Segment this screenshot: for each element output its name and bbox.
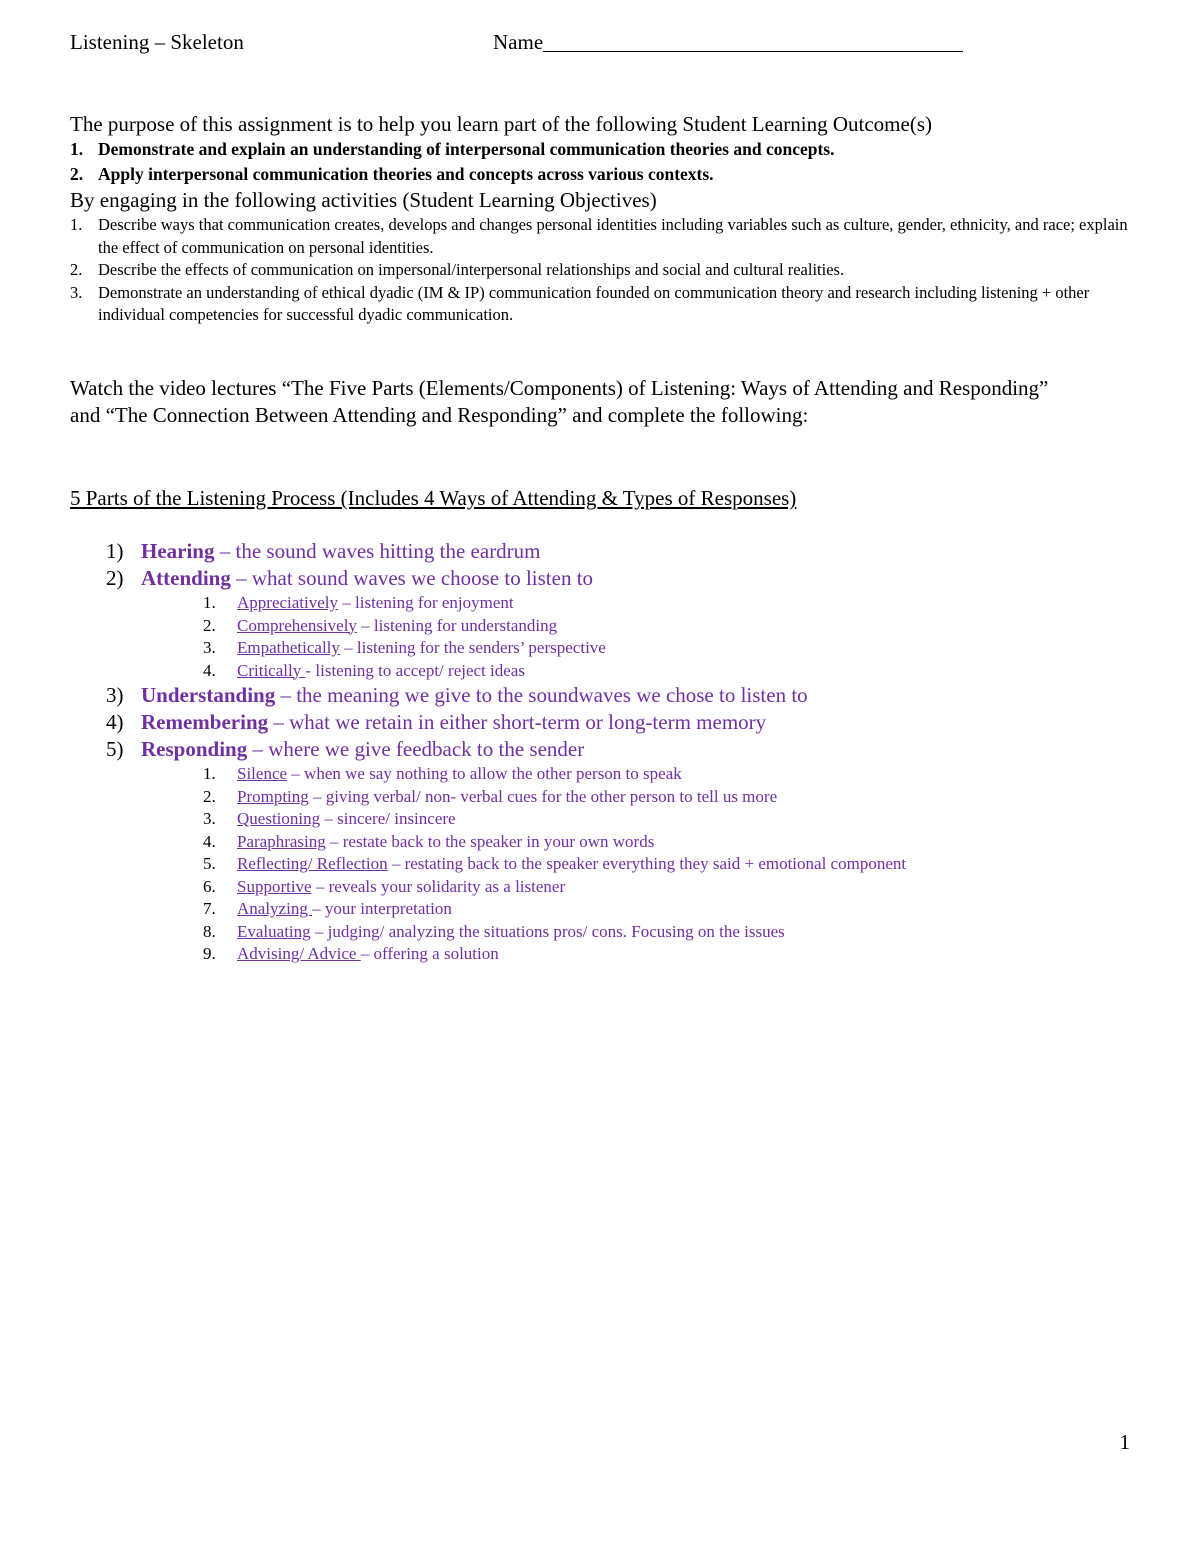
step-term: Understanding xyxy=(141,683,276,707)
sub-term: Appreciatively xyxy=(237,593,339,612)
sub-description: – offering a solution xyxy=(360,944,499,963)
sub-description: – reveals your solidarity as a listener xyxy=(311,876,566,896)
sub-number: 6. xyxy=(203,876,216,896)
sub-number: 7. xyxy=(203,899,216,918)
sub-description: – giving verbal/ non- verbal cues for the other person to tell us more xyxy=(308,786,778,806)
sub-description: – sincere/ insincere xyxy=(320,809,456,828)
name-label: Name xyxy=(493,30,544,54)
list-number: 1. xyxy=(70,215,83,234)
step-term: Hearing xyxy=(141,539,215,563)
sub-term: Reflecting/ Reflection xyxy=(237,854,388,873)
process-step-remembering xyxy=(70,709,1130,736)
list-text: Apply interpersonal communication theories and concepts across various contexts. xyxy=(98,164,714,184)
sub-number: 4. xyxy=(203,660,216,680)
sub-term: Supportive xyxy=(237,876,312,896)
step-term: Responding xyxy=(141,737,248,761)
sub-description: – restating back to the speaker everything they said + emotional component xyxy=(387,854,907,873)
step-description: – what we retain in either short-term or long-term memory xyxy=(268,710,767,734)
listening-process-list xyxy=(70,538,1130,966)
sub-number: 1. xyxy=(203,764,216,783)
response-type-item xyxy=(70,921,1130,944)
process-step-responding xyxy=(70,736,1130,763)
sub-term: Questioning xyxy=(237,809,321,828)
sub-number: 4. xyxy=(203,831,216,851)
list-item xyxy=(70,214,1130,259)
list-number: 1. xyxy=(70,139,84,159)
step-number: 1) xyxy=(106,539,124,563)
step-number: 2) xyxy=(106,566,124,590)
sub-description: – judging/ analyzing the situations pros/ cons. Focusing on the issues xyxy=(310,921,785,941)
list-number: 3. xyxy=(70,282,83,302)
sub-number: 2. xyxy=(203,786,216,806)
response-type-item xyxy=(70,786,1130,809)
list-number: 2. xyxy=(70,164,84,184)
process-step-understanding xyxy=(70,682,1130,709)
step-description: – the meaning we give to the soundwaves we chose to listen to xyxy=(275,683,808,707)
step-number: 3) xyxy=(106,683,124,707)
page-header xyxy=(70,30,1130,60)
name-blank-line xyxy=(543,31,963,52)
sub-number: 3. xyxy=(203,638,216,657)
sub-number: 2. xyxy=(203,615,216,635)
sub-description: - listening to accept/ reject ideas xyxy=(305,660,525,680)
sub-term: Critically xyxy=(237,660,306,680)
step-number: 4) xyxy=(106,710,124,734)
response-type-item xyxy=(70,831,1130,854)
learning-objectives-list xyxy=(70,214,1130,327)
document-title: Listening – Skeleton xyxy=(70,30,244,54)
sub-description: – restate back to the speaker in your own words xyxy=(325,831,655,851)
sub-term: Comprehensively xyxy=(237,615,357,635)
instructions-paragraph: Watch the video lectures “The Five Parts (Elements/Components) of Listening: Ways of Attending and Responding” and “The Connection Between Attending and Responding” and complete the following: xyxy=(70,376,1049,427)
sub-number: 5. xyxy=(203,854,216,873)
document-page xyxy=(70,0,1130,1553)
sub-description: – listening for enjoyment xyxy=(338,593,514,612)
step-term: Remembering xyxy=(141,710,269,734)
attending-way-item xyxy=(70,637,1130,660)
sub-term: Empathetically xyxy=(237,638,340,657)
attending-way-item xyxy=(70,592,1130,615)
section-heading: 5 Parts of the Listening Process (Includes 4 Ways of Attending & Types of Responses) xyxy=(70,486,797,510)
list-item xyxy=(70,162,1130,187)
name-field xyxy=(493,30,963,55)
list-item xyxy=(70,137,1130,162)
process-step-attending xyxy=(70,565,1130,592)
list-number: 2. xyxy=(70,260,83,279)
response-type-item xyxy=(70,763,1130,786)
step-description: – where we give feedback to the sender xyxy=(247,737,585,761)
list-item xyxy=(70,259,1130,282)
purpose-statement: The purpose of this assignment is to help you learn part of the following Student Learning Outcome(s) xyxy=(70,112,932,136)
sub-term: Advising/ Advice xyxy=(237,944,361,963)
response-type-item xyxy=(70,943,1130,966)
sub-description: – when we say nothing to allow the other person to speak xyxy=(287,764,682,783)
response-type-item xyxy=(70,876,1130,899)
list-text: Demonstrate an understanding of ethical dyadic (IM & IP) communication founded on communication theory and research including listening + other individual competencies for successful dyadic communication. xyxy=(98,282,1090,324)
list-text: Demonstrate and explain an understanding of interpersonal communication theories and concepts. xyxy=(98,139,835,159)
list-text: Describe ways that communication creates, develops and changes personal identities including variables such as culture, gender, ethnicity, and race; explain the effect of communication on personal identities. xyxy=(98,215,1128,257)
attending-way-item xyxy=(70,660,1130,683)
sub-number: 9. xyxy=(203,944,216,963)
response-type-item xyxy=(70,898,1130,921)
sub-term: Evaluating xyxy=(237,921,311,941)
sub-term: Silence xyxy=(237,764,288,783)
sub-number: 8. xyxy=(203,921,216,941)
list-text: Describe the effects of communication on impersonal/interpersonal relationships and social and cultural realities. xyxy=(98,260,845,279)
process-step-hearing xyxy=(70,538,1130,565)
sub-description: – listening for the senders’ perspective xyxy=(339,638,606,657)
step-description: – the sound waves hitting the eardrum xyxy=(214,539,541,563)
sub-term: Analyzing xyxy=(237,899,313,918)
page-number: 1 xyxy=(1119,1430,1130,1454)
objectives-intro: By engaging in the following activities (Student Learning Objectives) xyxy=(70,188,657,212)
sub-description: – listening for understanding xyxy=(356,615,558,635)
step-number: 5) xyxy=(106,737,124,761)
response-type-item xyxy=(70,853,1130,876)
step-description: – what sound waves we choose to listen to xyxy=(230,566,594,590)
sub-description: – your interpretation xyxy=(312,899,452,918)
sub-term: Prompting xyxy=(237,786,309,806)
response-type-item xyxy=(70,808,1130,831)
sub-term: Paraphrasing xyxy=(237,831,326,851)
list-item xyxy=(70,282,1130,327)
attending-way-item xyxy=(70,615,1130,638)
learning-outcomes-list xyxy=(70,137,1130,187)
sub-number: 3. xyxy=(203,809,216,828)
sub-number: 1. xyxy=(203,593,216,612)
step-term: Attending xyxy=(141,566,231,590)
